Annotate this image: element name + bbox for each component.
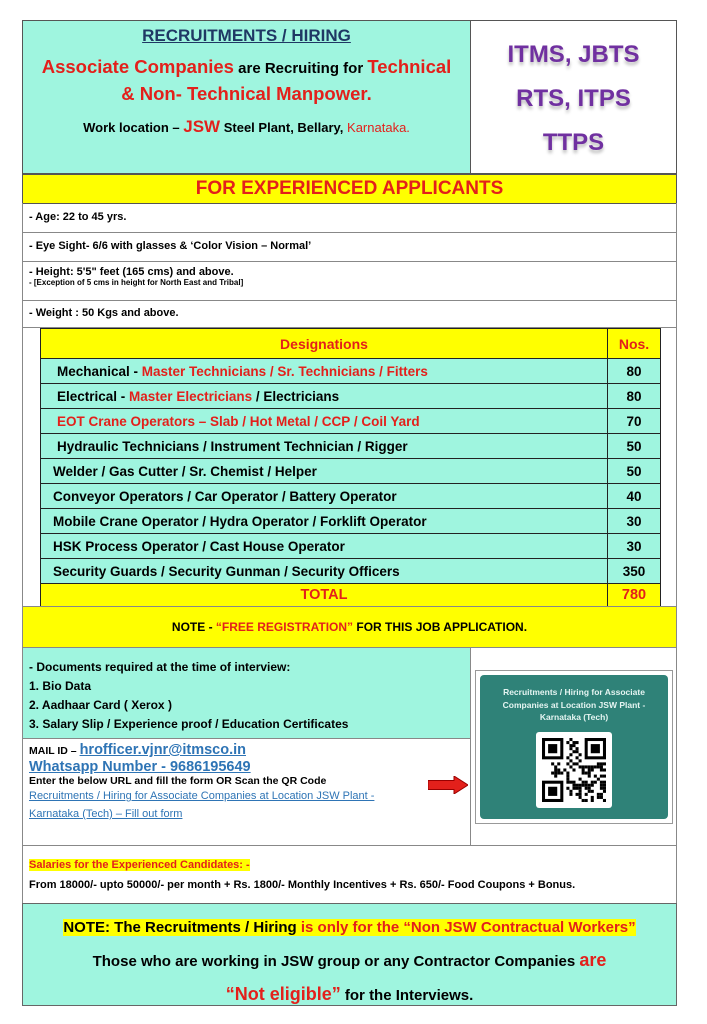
height-text: - Height: 5'5" feet (165 cms) and above.: [29, 266, 234, 278]
designation-text: Master Electricians: [129, 388, 253, 404]
loc-state: Karnataka.: [347, 120, 410, 135]
salary-title: Salaries for the Experienced Candidates: -: [29, 859, 250, 871]
nos-cell: 350: [608, 559, 661, 584]
designation-text: / Electricians: [252, 388, 340, 404]
note-free: “FREE REGISTRATION”: [215, 620, 354, 634]
mail-label: MAIL ID –: [29, 745, 80, 757]
nos-cell: 50: [608, 459, 661, 484]
company-line: ITMS, JBTS: [507, 41, 640, 68]
subtitle-line2: & Non- Technical Manpower.: [121, 83, 372, 104]
arrow-right-icon: [428, 776, 468, 794]
designation-text: Welder / Gas Cutter / Sr. Chemist / Helper: [53, 463, 317, 479]
subtitle-associate: Associate Companies: [41, 56, 234, 77]
nos-cell: 30: [608, 509, 661, 534]
total-label: TOTAL: [41, 584, 608, 607]
designation-cell: [41, 384, 608, 409]
email-link[interactable]: hrofficer.vjnr@itmsco.in: [79, 742, 246, 758]
document-item: 3. Salary Slip / Experience proof / Education Certificates: [29, 717, 349, 731]
work-location: [23, 117, 470, 137]
nos-cell: 40: [608, 484, 661, 509]
designation-cell: [41, 434, 608, 459]
qr-card-title: Recruitments / Hiring for Associate Companies at Location JSW Plant - Karnataka (Tech): [502, 687, 646, 722]
note-prefix: NOTE -: [171, 620, 216, 634]
registration-note: [22, 606, 677, 648]
table-row: [41, 559, 661, 584]
designation-text: EOT Crane Operators – Slab / Hot Metal / CCP / Coil Yard: [57, 413, 420, 429]
section-title: FOR EXPERIENCED APPLICANTS: [22, 174, 677, 204]
nos-cell: 50: [608, 434, 661, 459]
designation-text: Mechanical -: [57, 363, 142, 379]
qr-code-icon[interactable]: [536, 732, 612, 808]
nos-cell: 80: [608, 359, 661, 384]
table-row: [41, 534, 661, 559]
loc-jsw: JSW: [183, 117, 221, 136]
designation-text: Electrical -: [57, 388, 130, 404]
subtitle-technical: Technical: [367, 56, 452, 77]
nos-cell: 70: [608, 409, 661, 434]
designation-text: Conveyor Operators / Car Operator / Battery Operator: [53, 488, 397, 504]
company-line: TTPS: [542, 129, 605, 156]
designation-cell: [41, 559, 608, 584]
contact-info: [22, 738, 471, 846]
table-row: [41, 509, 661, 534]
criteria-height: [22, 261, 677, 301]
designation-text: Master Technicians / Sr. Technicians / Fitters: [141, 363, 428, 379]
designation-text: HSK Process Operator / Cast House Operator: [53, 538, 345, 554]
designation-cell: [41, 459, 608, 484]
designation-cell: [41, 409, 608, 434]
table-row: [41, 409, 661, 434]
company-names: [470, 20, 677, 174]
qr-card[interactable]: [475, 670, 673, 824]
nos-cell: 30: [608, 534, 661, 559]
note-line1a: NOTE: The Recruitments / Hiring: [63, 919, 297, 936]
table-row: [41, 434, 661, 459]
designation-text: Security Guards / Security Gunman / Security Officers: [53, 563, 400, 579]
document-item: 1. Bio Data: [29, 679, 92, 693]
document-item: 2. Aadhaar Card ( Xerox ): [29, 698, 172, 712]
eligibility-note: [22, 903, 677, 1006]
nos-cell: 80: [608, 384, 661, 409]
salary-text: From 18000/- upto 50000/- per month + Rs. 1800/- Monthly Incentives + Rs. 650/- Food Coupons + Bonus.: [29, 879, 576, 891]
subtitle-recruiting: are Recruiting for: [233, 60, 368, 77]
header-nos: Nos.: [608, 329, 661, 359]
note-not-eligible: “Not eligible”: [225, 984, 341, 1004]
note-line1b: is only for the “Non JSW Contractual Workers”: [296, 919, 636, 936]
table-header: [41, 329, 661, 359]
form-instruction: Enter the below URL and fill the form OR Scan the QR Code: [29, 775, 327, 787]
designation-cell: [41, 509, 608, 534]
table-row: [41, 384, 661, 409]
loc-plant: Steel Plant, Bellary,: [220, 120, 348, 135]
header-subtitle: [23, 54, 470, 106]
documents-required: [22, 647, 471, 739]
criteria-eyesight: - Eye Sight- 6/6 with glasses & ‘Color Vision – Normal’: [22, 232, 677, 262]
loc-label: Work location –: [83, 120, 184, 135]
form-link[interactable]: Recruitments / Hiring for Associate Companies at Location JSW Plant - Karnataka (Tech) – Fill out form: [29, 790, 375, 820]
designations-table: [40, 328, 661, 607]
header-banner: [22, 20, 471, 174]
whatsapp-link[interactable]: Whatsapp Number - 9686195649: [29, 759, 251, 775]
criteria-age: - Age: 22 to 45 yrs.: [22, 203, 677, 233]
total-row: [41, 584, 661, 607]
page-title: RECRUITMENTS / HIRING: [142, 26, 351, 45]
designation-text: Mobile Crane Operator / Hydra Operator / Forklift Operator: [53, 513, 427, 529]
note-line3b: for the Interviews.: [340, 987, 474, 1004]
designation-text: Hydraulic Technicians / Instrument Technician / Rigger: [57, 438, 408, 454]
total-value: 780: [608, 584, 661, 607]
table-row: [41, 484, 661, 509]
designation-cell: [41, 359, 608, 384]
note-line2b: are: [579, 950, 607, 970]
note-line2a: Those who are working in JSW group or any Contractor Companies: [92, 953, 580, 970]
designation-cell: [41, 484, 608, 509]
designation-cell: [41, 534, 608, 559]
company-line: RTS, ITPS: [516, 85, 631, 112]
note-suffix: FOR THIS JOB APPLICATION.: [353, 620, 528, 634]
height-note: - [Exception of 5 cms in height for North East and Tribal]: [29, 278, 244, 287]
salary-info: [22, 845, 677, 904]
table-row: [41, 459, 661, 484]
documents-title: - Documents required at the time of interview:: [29, 660, 291, 674]
table-row: [41, 359, 661, 384]
criteria-weight: - Weight : 50 Kgs and above.: [22, 300, 677, 328]
header-designations: Designations: [41, 329, 608, 359]
